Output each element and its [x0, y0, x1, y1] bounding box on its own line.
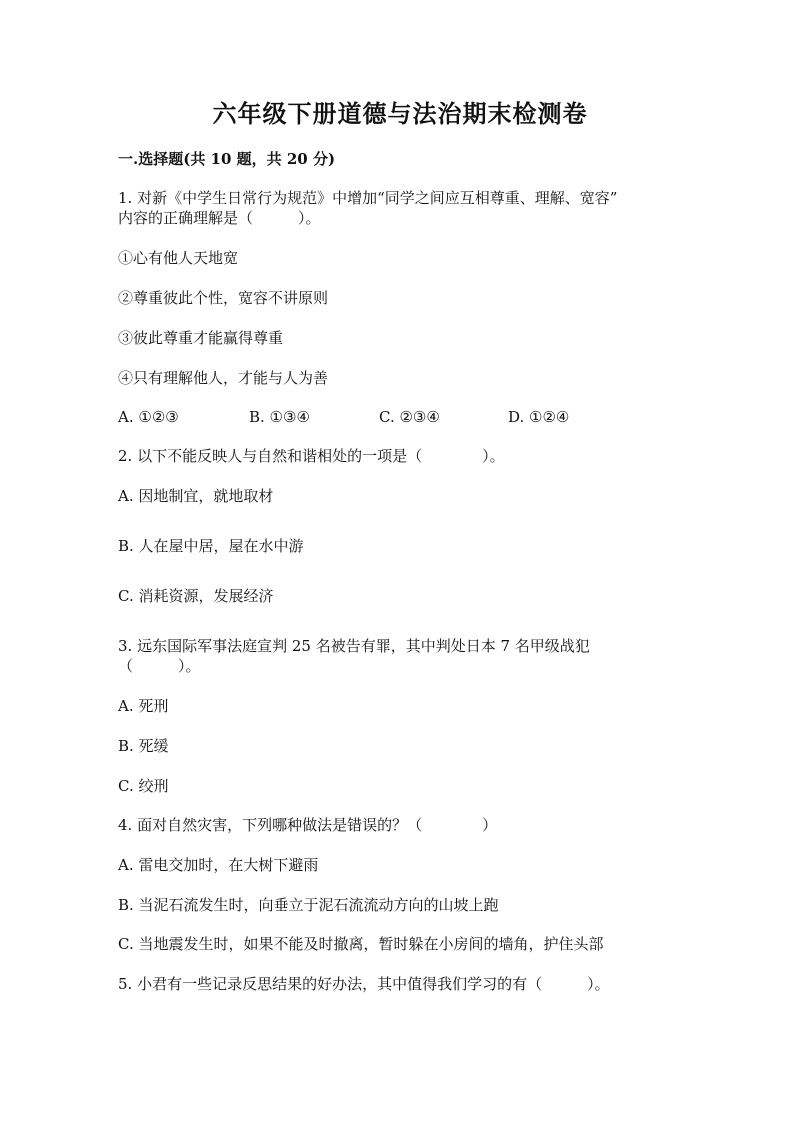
question-2-stem: 2. 以下不能反映人与自然和谐相处的一项是（ ）。 [118, 447, 505, 465]
page-title: 六年级下册道德与法治期末检测卷 [212, 99, 588, 128]
question-3-stem-line-1: 3. 远东国际军事法庭宣判 25 名被告有罪，其中判处日本 7 名甲级战犯 [118, 637, 590, 655]
question-2-choice-a: A. 因地制宜，就地取材 [118, 487, 274, 505]
question-1-item-4: ④只有理解他人，才能与人为善 [118, 369, 329, 387]
question-1-stem-line-2: 内容的正确理解是（ ）。 [118, 209, 321, 227]
question-4-stem: 4. 面对自然灾害，下列哪种做法是错误的？（ ） [118, 816, 498, 834]
question-1-item-2: ②尊重彼此个性，宽容不讲原则 [118, 289, 329, 307]
question-4-choice-c: C. 当地震发生时，如果不能及时撤离，暂时躲在小房间的墙角，护住头部 [118, 935, 604, 953]
question-3-choice-a: A. 死刑 [118, 697, 169, 715]
question-1-choice-c: C. ②③④ [379, 408, 440, 426]
question-2-choice-b: B. 人在屋中居，屋在水中游 [118, 537, 304, 555]
question-1-stem-line-1: 1. 对新《中学生日常行为规范》中增加“同学之间应互相尊重、理解、宽容” [118, 189, 618, 207]
question-1-choice-a: A. ①②③ [118, 408, 179, 426]
question-1-choice-d: D. ①②④ [508, 408, 570, 426]
question-4-choice-b: B. 当泥石流发生时，向垂立于泥石流流动方向的山坡上跑 [118, 896, 499, 914]
section-heading: 一.选择题(共 10 题，共 20 分) [118, 150, 336, 168]
question-4-choice-a: A. 雷电交加时，在大树下避雨 [118, 856, 319, 874]
question-2-choice-c: C. 消耗资源，发展经济 [118, 587, 274, 605]
question-3-stem-line-2: （ ）。 [118, 657, 201, 675]
question-3-choice-b: B. 死缓 [118, 737, 169, 755]
question-1-choice-b: B. ①③④ [249, 408, 310, 426]
question-1-item-3: ③彼此尊重才能赢得尊重 [118, 329, 284, 347]
question-3-choice-c: C. 绞刑 [118, 777, 169, 795]
question-1-item-1: ①心有他人天地宽 [118, 249, 239, 267]
question-5-stem: 5. 小君有一些记录反思结果的好办法，其中值得我们学习的有（ ）。 [118, 975, 610, 993]
